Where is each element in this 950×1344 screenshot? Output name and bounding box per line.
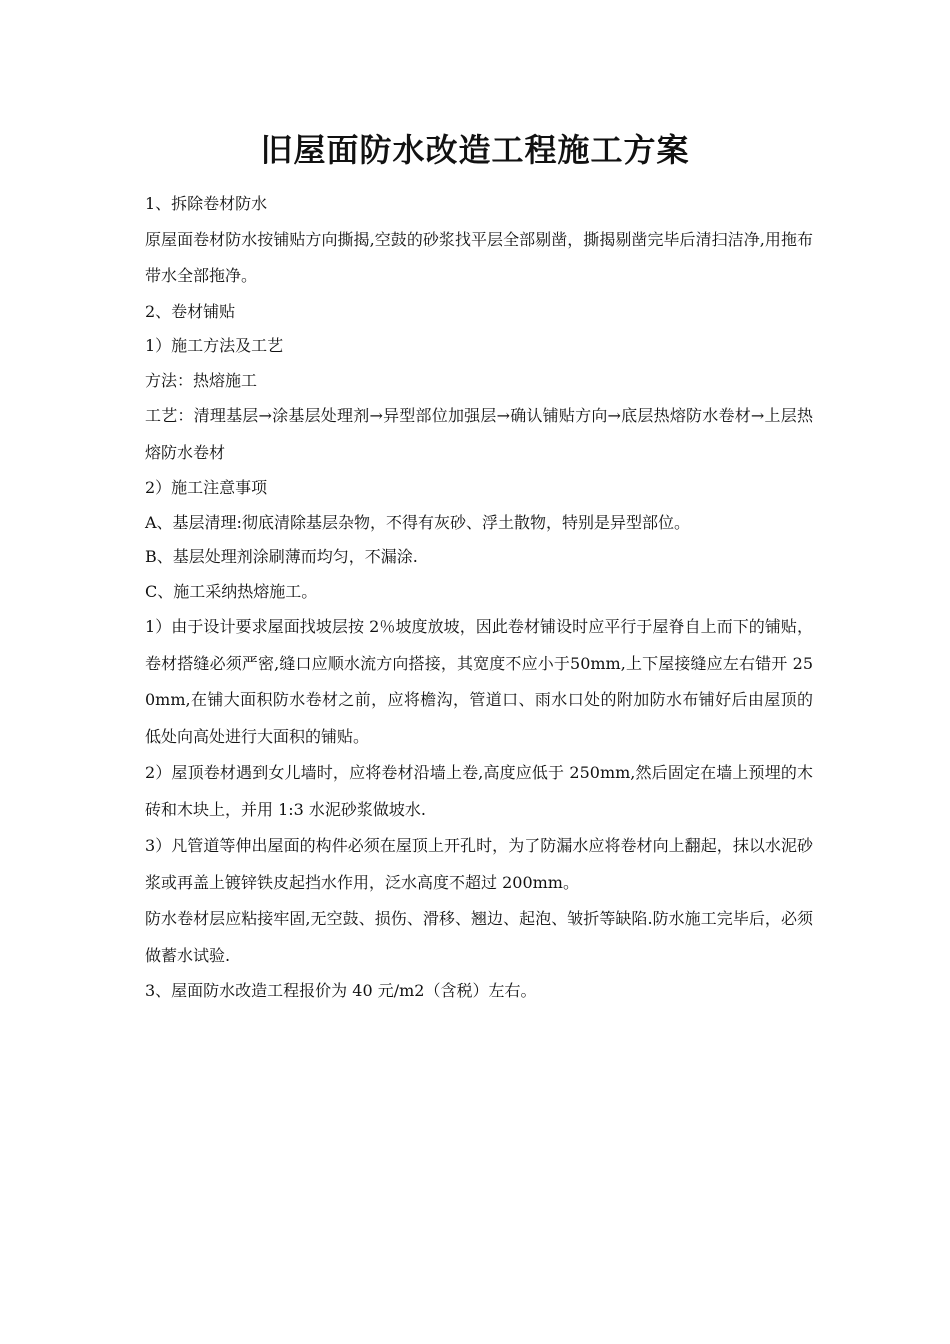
subsection-heading: 2）施工注意事项 [145,478,268,497]
list-item: C、施工采纳热熔施工。 [145,581,318,601]
list-item: 1）由于设计要求屋面找坡层按 2％坡度放坡，因此卷材铺设时应平行于屋脊自上而下的铺贴，卷材搭缝必须严密,缝口应顺水流方向搭接，其宽度不应小于50mm,上下屋接缝应左右错开 250mm,在铺大面积防水卷材之前，应将檐沟，管道口、雨水口处的附加防水布铺好后由屋顶的低处向高处进行大面积的铺贴。 [145,617,813,746]
subsection-heading: 1）施工方法及工艺 [145,336,284,355]
list-item: B、基层处理剂涂刷薄而均匀，不漏涂. [145,547,418,566]
section-heading: 2、卷材铺贴 [145,301,236,321]
list-item: 3）凡管道等伸出屋面的构件必须在屋顶上开孔时，为了防漏水应将卷材向上翻起，抹以水泥砂浆或再盖上镀锌铁皮起挡水作用，泛水高度不超过 200mm。 [145,836,813,892]
section-heading: 3、屋面防水改造工程报价为 40 元/m2（含税）左右。 [145,981,537,1000]
list-item: A、基层清理:彻底清除基层杂物，不得有灰砂、浮土散物，特别是异型部位。 [145,512,690,532]
section-heading: 1、拆除卷材防水 [145,194,268,213]
list-item: 2）屋顶卷材遇到女儿墙时，应将卷材沿墙上卷,高度应低于 250mm,然后固定在墙上预埋的木砖和木块上，并用 1:3 水泥砂浆做坡水. [145,763,813,819]
paragraph: 方法：热熔施工 [145,370,258,390]
paragraph: 工艺：清理基层→涂基层处理剂→异型部位加强层→确认铺贴方向→底层热熔防水卷材→上层热熔防水卷材 [145,406,813,462]
paragraph: 防水卷材层应粘接牢固,无空鼓、损伤、滑移、翘边、起泡、皱折等缺陷.防水施工完毕后，必须做蓄水试验. [145,909,813,965]
document-body [145,187,813,1009]
document-title: 旧屋面防水改造工程施工方案 [260,131,690,169]
paragraph: 原屋面卷材防水按铺贴方向撕揭,空鼓的砂浆找平层全部剔凿，撕揭剔凿完毕后清扫洁净,用拖布带水全部拖净。 [145,229,813,285]
